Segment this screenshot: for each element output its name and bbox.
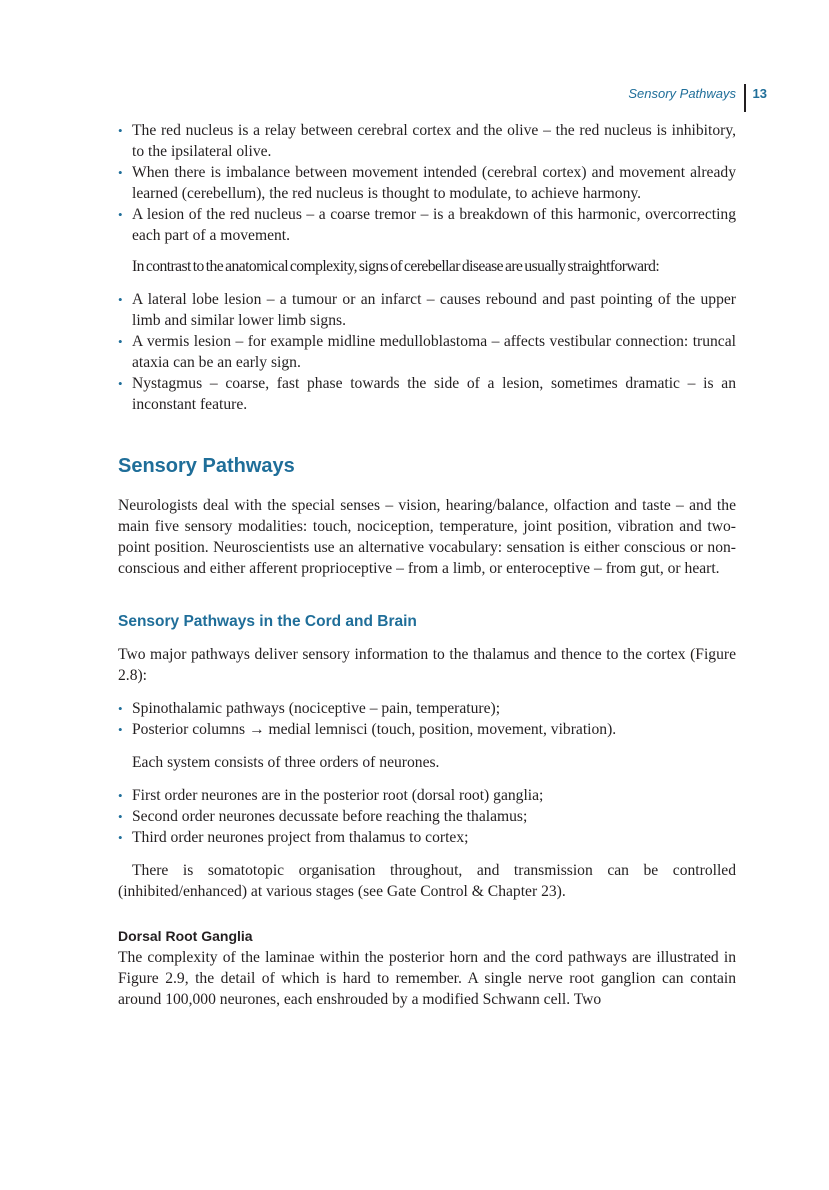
list-item: • A vermis lesion – for example midline medulloblastoma – affects vestibular connection: truncal ataxia can be an early sign. (118, 333, 736, 371)
bullet-icon: • (118, 334, 123, 349)
bullet-icon: • (118, 165, 123, 180)
page-number: 13 (752, 86, 767, 101)
bullet-icon: • (118, 376, 123, 391)
drg-paragraph: The complexity of the laminae within the posterior horn and the cord pathways are illustrated in Figure 2.9, the detail of which is hard to remember. A single nerve root ganglion can contain around 100,000 neurones, each enshrouded by a modified Schwann cell. Two (118, 949, 736, 1008)
bullet-icon: • (118, 722, 123, 737)
running-header (628, 84, 767, 112)
bullet-icon: • (118, 830, 123, 845)
list-item: • Nystagmus – coarse, fast phase towards the side of a lesion, sometimes dramatic – is an inconstant feature. (118, 375, 736, 413)
list-item: • Second order neurones decussate before reaching the thalamus; (118, 808, 528, 825)
pathway-list (118, 698, 736, 740)
somatotopic-paragraph: There is somatotopic organisation throughout, and transmission can be controlled (inhibited/enhanced) at various stages (see Gate Control & Chapter 23). (118, 862, 736, 900)
contrast-paragraph: In contrast to the anatomical complexity, signs of cerebellar disease are usually straightforward: (132, 258, 660, 275)
list-item: • Spinothalamic pathways (nociceptive – pain, temperature); (118, 700, 501, 717)
list-item: • When there is imbalance between movement intended (cerebral cortex) and movement already learned (cerebellum), the red nucleus is thought to modulate, to achieve harmony. (118, 164, 736, 202)
list-item: • Posterior columns → medial lemnisci (touch, position, movement, vibration). (118, 721, 617, 738)
neurone-orders-list (118, 785, 736, 848)
list-item: • Third order neurones project from thalamus to cortex; (118, 829, 469, 846)
bullet-icon: • (118, 809, 123, 824)
list-item: • The red nucleus is a relay between cerebral cortex and the olive – the red nucleus is inhibitory, to the ipsilateral olive. (118, 122, 736, 160)
list-item: • First order neurones are in the posterior root (dorsal root) ganglia; (118, 787, 544, 804)
page-body (118, 120, 736, 1010)
bullet-icon: • (118, 292, 123, 307)
orders-paragraph: Each system consists of three orders of neurones. (132, 754, 440, 771)
bullet-icon: • (118, 701, 123, 716)
bullet-icon: • (118, 207, 123, 222)
running-title: Sensory Pathways (628, 86, 737, 101)
list-item: • A lesion of the red nucleus – a coarse tremor – is a breakdown of this harmonic, overcorrecting each part of a movement. (118, 206, 736, 244)
bullet-icon: • (118, 788, 123, 803)
bullet-icon: • (118, 123, 123, 138)
subsection-heading-cord-brain: Sensory Pathways in the Cord and Brain (118, 613, 417, 630)
sensory-paragraph: Neurologists deal with the special senses – vision, hearing/balance, olfaction and taste – and the main five sensory modalities: touch, nociception, temperature, joint position, vibration and two-point position. Neuroscientists use an alternative vocabulary: sensation is either conscious or non-conscious and either afferent proprioceptive – from a limb, or enteroceptive – from gut, or heart. (118, 497, 736, 577)
cord-intro-paragraph: Two major pathways deliver sensory information to the thalamus and thence to the cortex (Figure 2.8): (118, 646, 736, 684)
cerebellar-signs-list (118, 289, 736, 415)
list-item: • A lateral lobe lesion – a tumour or an infarct – causes rebound and past pointing of the upper limb and similar lower limb signs. (118, 291, 736, 329)
subheading-dorsal-root-ganglia: Dorsal Root Ganglia (118, 928, 253, 944)
red-nucleus-list (118, 120, 736, 246)
section-heading-sensory-pathways: Sensory Pathways (118, 455, 295, 477)
